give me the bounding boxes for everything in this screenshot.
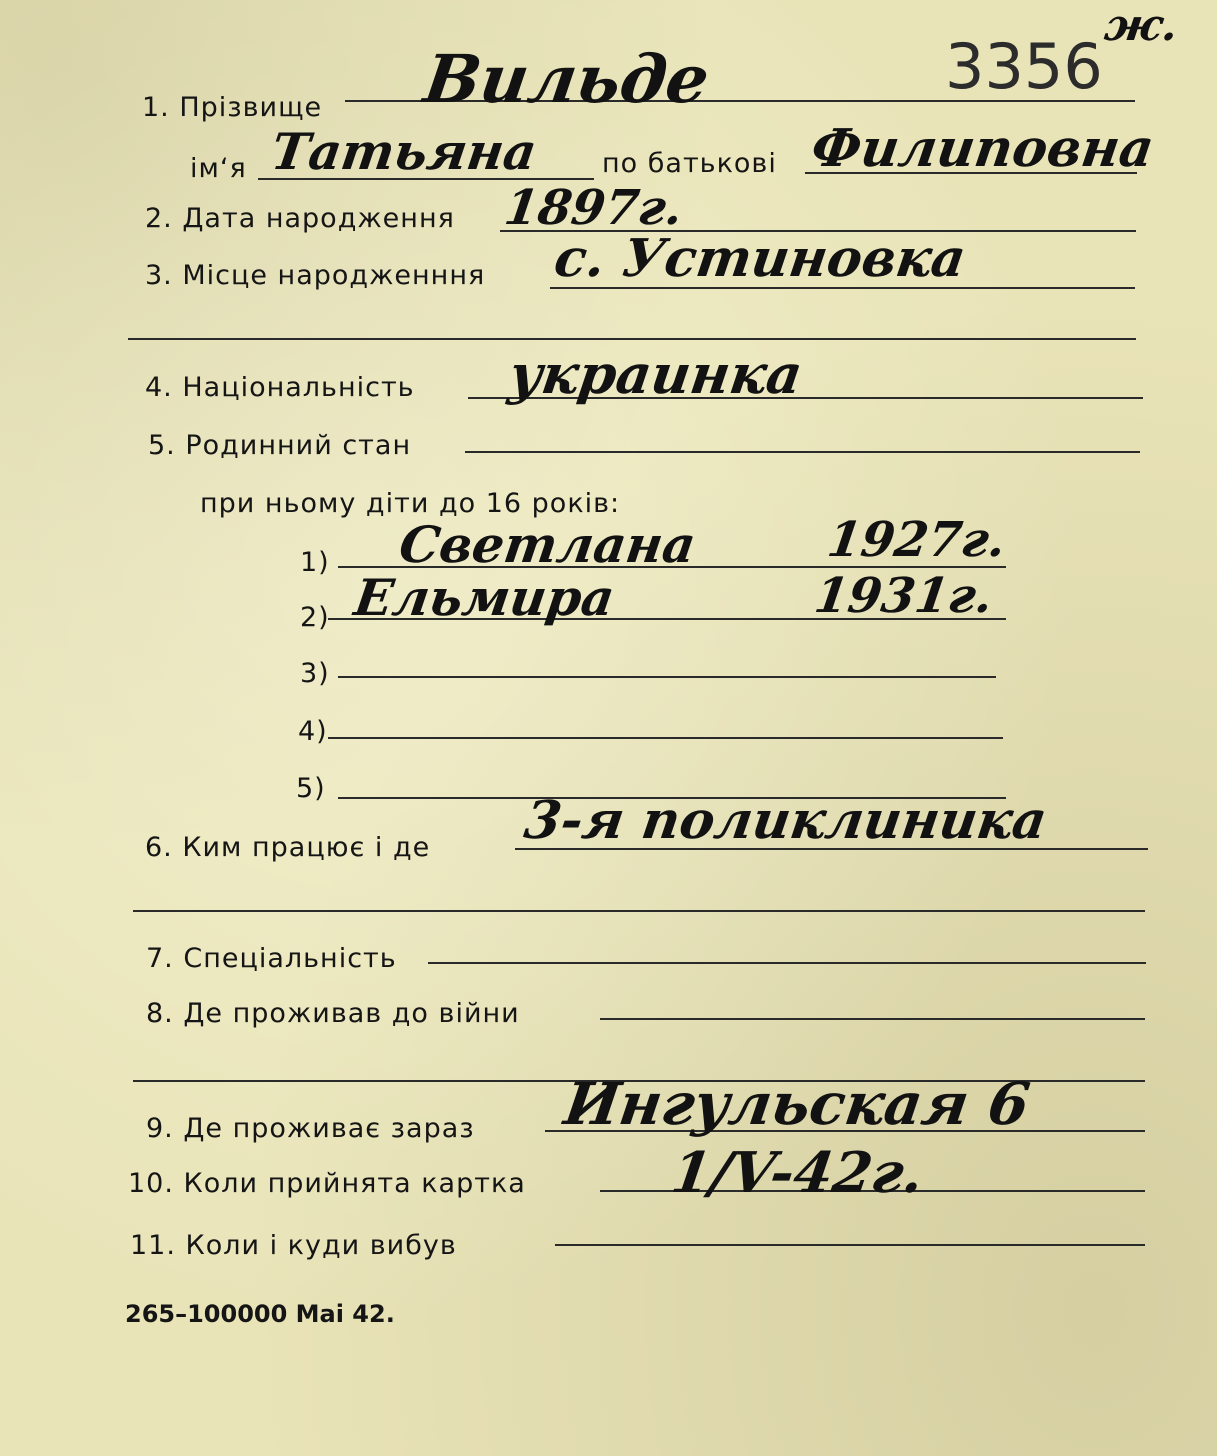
specialty-line xyxy=(428,962,1146,964)
occupation-line-2 xyxy=(133,910,1145,912)
child-1-num: 1) xyxy=(300,547,330,578)
surname-label: 1. Прізвище xyxy=(142,92,323,123)
family-status-line xyxy=(465,451,1140,453)
child-1-year: 1927г. xyxy=(824,512,1010,568)
birth-date-value: 1897г. xyxy=(501,180,687,236)
child-3-line xyxy=(338,676,996,678)
occupation-label: 6. Ким працює і де xyxy=(145,832,431,863)
name-value: Татьяна xyxy=(267,122,541,181)
birthplace-value: с. Устиновка xyxy=(550,228,970,289)
occupation-value: 3-я поликлиника xyxy=(520,790,1051,851)
current-residence-value: Ингульская 6 xyxy=(560,1070,1034,1138)
birthplace-line-2 xyxy=(128,338,1136,340)
child-2-name: Ельмира xyxy=(350,568,619,627)
patronymic-value: Филиповна xyxy=(807,118,1158,179)
child-2-year: 1931г. xyxy=(811,568,997,624)
family-status-label: 5. Родинний стан xyxy=(148,430,412,461)
departure-line xyxy=(555,1244,1145,1246)
child-1-name: Светлана xyxy=(395,515,700,574)
child-2-num: 2) xyxy=(300,602,330,633)
card-accepted-label: 10. Коли прийнята картка xyxy=(128,1168,526,1199)
child-5-num: 5) xyxy=(296,773,326,804)
child-4-num: 4) xyxy=(298,716,328,747)
child-3-num: 3) xyxy=(300,658,330,689)
archive-number: 3356 xyxy=(945,30,1103,103)
name-label: ім‘я xyxy=(190,153,247,184)
card-accepted-value: 1/V-42г. xyxy=(667,1140,928,1206)
specialty-label: 7. Спеціальність xyxy=(146,943,397,974)
patronymic-label: по батькові xyxy=(602,148,777,179)
surname-value: Вильде xyxy=(419,40,714,118)
corner-mark: ж. xyxy=(1101,0,1182,51)
prewar-residence-line xyxy=(600,1018,1145,1020)
children-label: при ньому діти до 16 років: xyxy=(200,488,621,519)
birthplace-label: 3. Місце народженння xyxy=(145,260,486,291)
birth-date-label: 2. Дата народження xyxy=(145,203,455,234)
prewar-residence-label: 8. Де проживав до війни xyxy=(146,998,520,1029)
print-mark: 265–100000 Mai 42. xyxy=(125,1300,395,1328)
child-4-line xyxy=(328,737,1003,739)
nationality-label: 4. Національність xyxy=(145,372,415,403)
departure-label: 11. Коли і куди вибув xyxy=(130,1230,457,1261)
nationality-value: украинка xyxy=(505,342,807,406)
current-residence-label: 9. Де проживає зараз xyxy=(146,1113,475,1144)
